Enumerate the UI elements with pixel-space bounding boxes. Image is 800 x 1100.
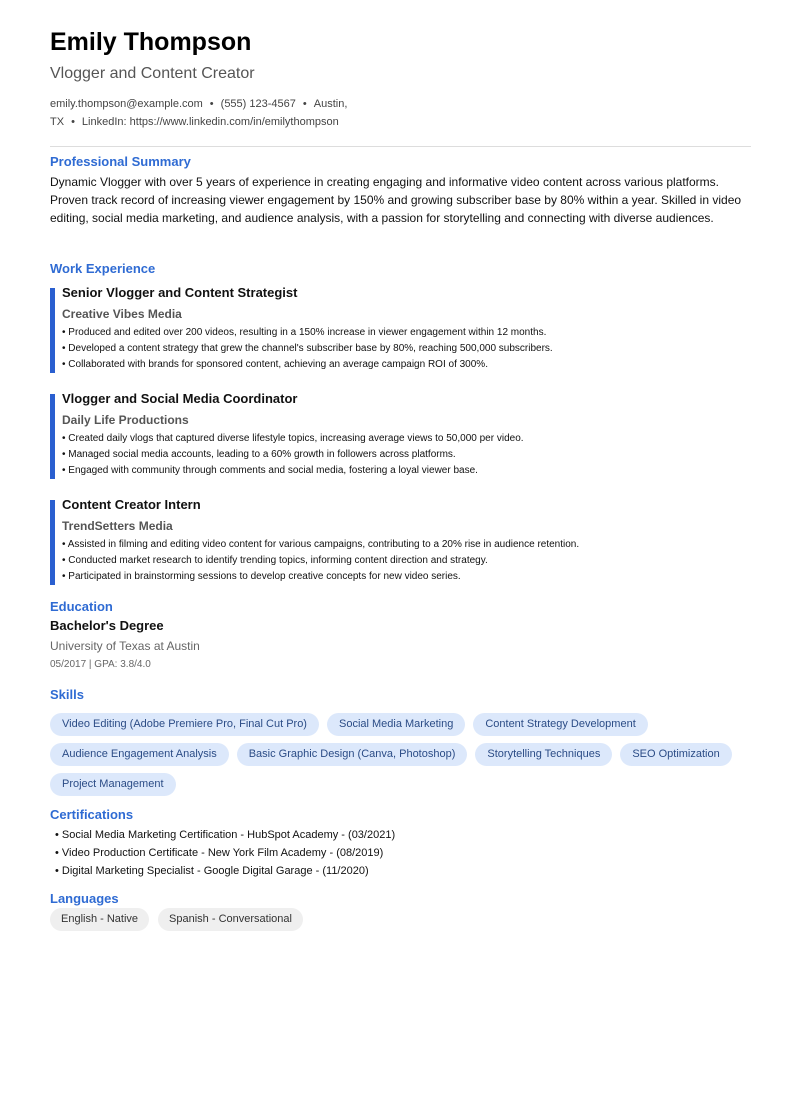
job-bullet: • Conducted market research to identify trending topics, informing content direction and strategy.: [62, 555, 488, 566]
resume-header: [50, 26, 751, 131]
certification-item: • Social Media Marketing Certification - HubSpot Academy - (03/2021): [55, 829, 396, 841]
skill-chip: Audience Engagement Analysis: [50, 743, 229, 766]
contact-location: Austin, TX: [50, 98, 348, 128]
skill-chip: Storytelling Techniques: [475, 743, 612, 766]
languages-heading: Languages: [50, 891, 119, 906]
skill-row: [50, 743, 750, 766]
contact-phone: (555) 123-4567: [220, 98, 296, 110]
skill-chip: Basic Graphic Design (Canva, Photoshop): [237, 743, 468, 766]
job-bullet: • Collaborated with brands for sponsored content, achieving an average campaign ROI of 300%.: [62, 359, 488, 370]
summary-text: Dynamic Vlogger with over 5 years of experience in creating engaging and informative video content across various platforms. Proven track record of increasing viewer engagement by 150% and growing subscriber base by 80% within a year. Skilled in video editing, social media marketing, and audience analysis, with a passion for storytelling and connecting with diverse audiences.: [50, 175, 742, 225]
skills-heading: Skills: [50, 687, 84, 702]
language-chip: English - Native: [50, 908, 149, 931]
job-bullet: • Produced and edited over 200 videos, resulting in a 150% increase in viewer engagement within 12 months.: [62, 327, 547, 338]
job-bullets: [62, 537, 762, 585]
candidate-title: Vlogger and Content Creator: [50, 65, 255, 82]
contact-line: [50, 95, 420, 131]
job-bullets: [62, 325, 762, 373]
summary-heading: Professional Summary: [50, 154, 191, 169]
education-school: University of Texas at Austin: [50, 639, 200, 653]
job-bullet: • Created daily vlogs that captured diverse lifestyle topics, increasing average views to 50,000 per video.: [62, 433, 524, 444]
candidate-name: Emily Thompson: [50, 28, 252, 56]
job-bullet: • Managed social media accounts, leading to a 60% growth in followers across platforms.: [62, 449, 456, 460]
job-bullet: • Assisted in filming and editing video content for various campaigns, contributing to a 20% rise in audience retention.: [62, 539, 580, 550]
skills-list: [50, 713, 750, 803]
contact-separator: •: [71, 116, 75, 128]
education-heading: Education: [50, 599, 113, 614]
certification-item: • Video Production Certificate - New York Film Academy - (08/2019): [55, 847, 384, 859]
job-title: Senior Vlogger and Content Strategist: [62, 285, 298, 300]
job-entry: [50, 497, 762, 585]
skill-row: [50, 713, 750, 736]
job-entry: [50, 391, 762, 479]
job-bullets: [62, 431, 762, 479]
contact-separator: •: [302, 98, 307, 110]
job-title: Content Creator Intern: [62, 497, 201, 512]
skill-chip: Content Strategy Development: [473, 713, 647, 736]
job-company: TrendSetters Media: [62, 519, 173, 533]
education-date-gpa: 05/2017 | GPA: 3.8/4.0: [50, 659, 151, 670]
job-entry: [50, 285, 762, 373]
language-chip: Spanish - Conversational: [158, 908, 303, 931]
contact-linkedin-url[interactable]: https://www.linkedin.com/in/emilythompson: [129, 116, 339, 128]
contact-email[interactable]: emily.thompson@example.com: [50, 98, 203, 110]
certification-item: • Digital Marketing Specialist - Google Digital Garage - (11/2020): [55, 865, 369, 877]
skill-chip: SEO Optimization: [620, 743, 731, 766]
job-company: Daily Life Productions: [62, 413, 189, 427]
contact-linkedin-label: LinkedIn:: [81, 116, 127, 128]
languages-list: [50, 908, 303, 931]
skill-chip: Project Management: [50, 773, 176, 796]
job-bullet: • Developed a content strategy that grew the channel's subscriber base by 80%, reaching 500,000 subscribers.: [62, 343, 553, 354]
job-bullet: • Participated in brainstorming sessions to develop creative concepts for new video series.: [62, 571, 461, 582]
skill-chip: Video Editing (Adobe Premiere Pro, Final Cut Pro): [50, 713, 319, 736]
skill-row: [50, 773, 750, 796]
header-divider: [50, 146, 751, 147]
certifications-list: [55, 826, 395, 880]
job-title: Vlogger and Social Media Coordinator: [62, 391, 298, 406]
certifications-heading: Certifications: [50, 807, 134, 822]
skill-chip: Social Media Marketing: [327, 713, 465, 736]
education-degree: Bachelor's Degree: [50, 618, 164, 633]
job-bullet: • Engaged with community through comments and social media, fostering a loyal viewer base.: [62, 465, 478, 476]
contact-separator: •: [209, 98, 214, 110]
job-company: Creative Vibes Media: [62, 307, 182, 321]
experience-heading: Work Experience: [50, 261, 156, 276]
